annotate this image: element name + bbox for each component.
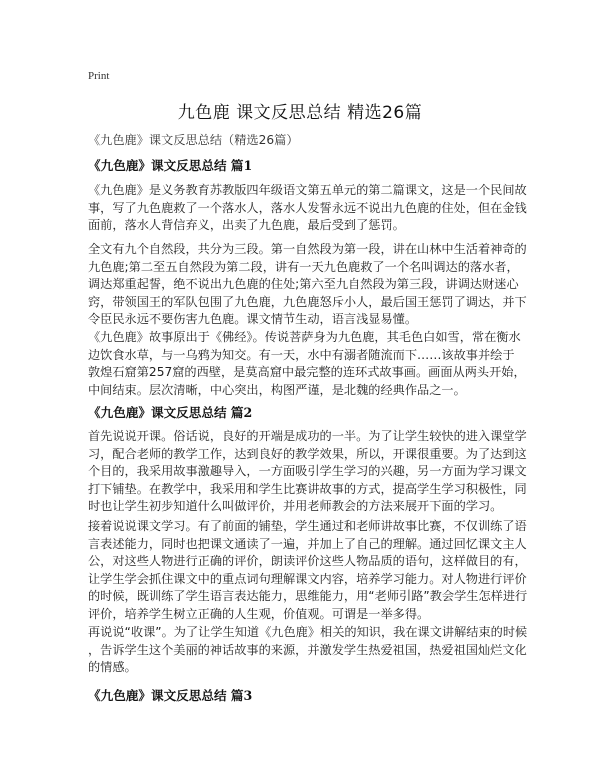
text-line: 边饮食水草，与一乌鸦为知交。有一天，水中有溺者随流而下……该故事并绘于 — [88, 347, 515, 362]
section-heading-1: 《九色鹿》课文反思总结 篇1 — [88, 158, 253, 173]
text-line: 中间结束。层次清晰，中心突出，构图严谨，是北魏的经典作品之一。 — [88, 382, 466, 397]
text-line: 窍，带领国王的军队包围了九色鹿，九色鹿怒斥小人，最后国王惩罚了调达，并下 — [88, 294, 527, 309]
text-line: 的情感。 — [88, 660, 137, 675]
text-line: 习，配合老师的教学工作，达到良好的教学效果，所以，开课很重要。为了达到这 — [88, 446, 527, 461]
text-line: 再说说“收课”。为了让学生知道《九色鹿》相关的知识，我在课文讲解结束的时候 — [88, 625, 528, 639]
text-line: 首先说说开课。俗话说，良好的开端是成功的一半。为了让学生较快的进入课堂学 — [88, 429, 527, 443]
paragraph — [88, 428, 527, 516]
text-line: 公，对这些人物进行正确的评价，朗读评价这些人物品质的语句，这样做目的有， — [88, 554, 527, 569]
text-line: 敦煌石窟第257窟的西壁，是莫高窟中最完整的连环式故事画。画面从两头开始， — [88, 365, 526, 380]
text-line: 打下铺垫。在教学中，我采用和学生比赛讲故事的方式，提高学生学习积极性，同 — [88, 481, 527, 496]
text-line: 让学生学会抓住课文中的重点词句理解课文内容，培养学习能力。对人物进行评价 — [88, 571, 527, 586]
text-line: 调达郑重起誓，绝不说出九色鹿的住处;第六至九自然段为第三段，讲调达财迷心 — [88, 277, 519, 292]
paragraph — [88, 624, 528, 677]
text-line: 接着说说课文学习。有了前面的铺垫，学生通过和老师讲故事比赛，不仅训练了语 — [88, 519, 527, 533]
print-label[interactable]: Print — [88, 70, 110, 82]
section-heading-2: 《九色鹿》课文反思总结 篇2 — [88, 405, 253, 420]
text-line: 全文有九个自然段，共分为三段。第一自然段为第一段，讲在山林中生活着神奇的 — [88, 242, 527, 256]
paragraph — [88, 182, 527, 235]
text-line: 的时候，既训练了学生语言表达能力，思维能力，用“老师引路”教会学生怎样进行 — [88, 589, 528, 604]
paragraph — [88, 518, 528, 624]
text-line: 事，写了九色鹿救了一个落水人，落水人发誓永远不说出九色鹿的住处，但在金钱 — [88, 200, 527, 215]
paragraph — [88, 241, 527, 329]
page-subtitle: 《九色鹿》课文反思总结（精选26篇） — [88, 133, 299, 147]
text-line: 面前，落水人背信弃义，出卖了九色鹿，最后受到了惩罚。 — [88, 218, 405, 233]
text-line: 《九色鹿》故事原出于《佛经》。传说菩萨身为九色鹿，其毛色白如雪，常在衡水 — [88, 330, 521, 344]
text-line: 个目的，我采用故事激趣导入，一方面吸引学生学习的兴趣，另一方面为学习课文 — [88, 464, 527, 479]
text-line: 时也让学生初步知道什么叫做评价，并用老师教会的方法来展开下面的学习。 — [88, 499, 503, 514]
text-line: 九色鹿;第二至五自然段为第二段，讲有一天九色鹿救了一个名叫调达的落水者， — [88, 259, 519, 274]
text-line: ，告诉学生这个美丽的神话故事的来源，并激发学生热爱祖国，热爱祖国灿烂文化 — [88, 642, 527, 657]
text-line: 言表述能力，同时也把课文通读了一遍，并加上了自己的理解。通过回忆课文主人 — [88, 536, 527, 551]
text-line: 评价，培养学生树立正确的人生观，价值观。可谓是一举多得。 — [88, 606, 430, 621]
text-line: 《九色鹿》是义务教育苏教版四年级语文第五单元的第二篇课文，这是一个民间故 — [88, 183, 527, 197]
section-heading-3: 《九色鹿》课文反思总结 篇3 — [88, 688, 253, 703]
paragraph — [88, 329, 526, 399]
page-title: 九色鹿 课文反思总结 精选26篇 — [177, 103, 423, 123]
text-line: 令臣民永远不要伤害九色鹿。课文情节生动，语言浅显易懂。 — [88, 312, 418, 327]
